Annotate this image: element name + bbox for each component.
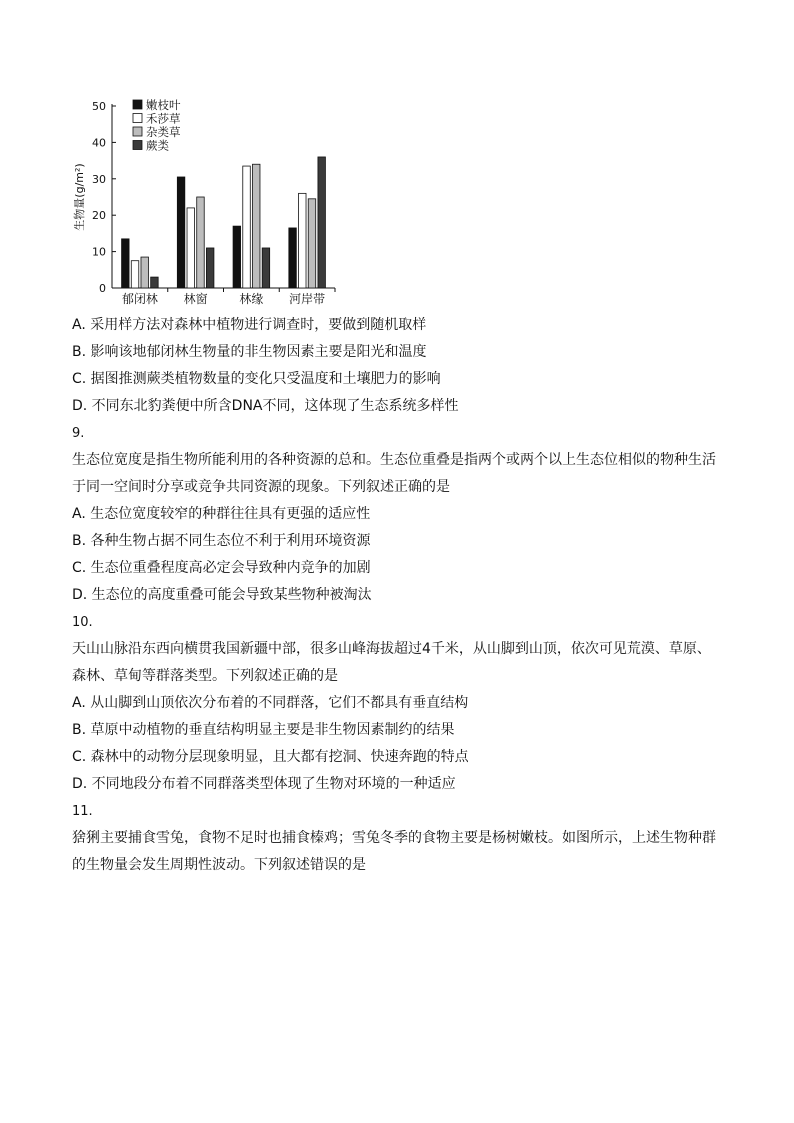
legend-swatch — [133, 127, 142, 136]
question-10 — [72, 609, 728, 798]
question-11 — [72, 798, 728, 879]
question-stem-line: 于同一空间时分享或竞争共同资源的现象。下列叙述正确的是 — [72, 479, 450, 495]
q8-options — [72, 312, 728, 420]
q8-option-c: C. 据图推测蕨类植物数量的变化只受温度和土壤肥力的影响 — [72, 371, 441, 387]
q10-option-b: B. 草原中动植物的垂直结构明显主要是非生物因素制约的结果 — [72, 722, 455, 738]
legend-swatch — [133, 141, 142, 150]
y-tick-label: 0 — [99, 282, 106, 295]
bar-3-3 — [318, 157, 326, 288]
question-stem-line: 天山山脉沿东西向横贯我国新疆中部，很多山峰海拔超过4千米，从山脚到山顶，依次可见荒漠、草原、 — [72, 641, 711, 657]
question-9 — [72, 420, 728, 609]
q8-option-b: B. 影响该地郁闭林生物量的非生物因素主要是阳光和温度 — [72, 344, 427, 360]
legend-swatch — [133, 100, 142, 109]
question-stem-line: 森林、草甸等群落类型。下列叙述正确的是 — [72, 668, 338, 684]
bar-3-0 — [289, 228, 297, 288]
y-tick-label: 10 — [92, 245, 106, 259]
y-axis-label: 生物量(g/m²) — [73, 163, 86, 231]
y-tick-label: 20 — [92, 209, 106, 223]
bar-0-0 — [122, 239, 130, 288]
bar-1-3 — [206, 248, 214, 288]
x-tick-label: 林缘 — [239, 292, 264, 306]
bar-2-3 — [262, 248, 270, 288]
bar-0-2 — [141, 257, 149, 288]
x-tick-label: 郁闭林 — [121, 292, 158, 306]
q10-option-c: C. 森林中的动物分层现象明显，且大都有挖洞、快速奔跑的特点 — [72, 749, 469, 765]
bar-1-0 — [177, 177, 185, 288]
q10-option-d: D. 不同地段分布着不同群落类型体现了生物对环境的一种适应 — [72, 776, 456, 792]
bar-2-0 — [233, 226, 241, 288]
chart-bars — [122, 157, 326, 288]
legend-label: 蕨类 — [146, 138, 169, 153]
question-number: 11. — [72, 804, 93, 819]
legend-label: 嫩枝叶 — [146, 98, 181, 112]
y-tick-label: 30 — [92, 172, 106, 186]
q9-option-c: C. 生态位重叠程度高必定会导致种内竞争的加剧 — [72, 560, 371, 576]
bar-2-2 — [252, 164, 260, 288]
bar-2-1 — [243, 166, 251, 288]
legend-label: 杂类草 — [146, 125, 181, 139]
biomass-bar-chart — [60, 92, 350, 310]
legend-label: 禾莎草 — [146, 111, 181, 126]
question-stem-line: 的生物量会发生周期性波动。下列叙述错误的是 — [72, 857, 366, 873]
bar-1-1 — [187, 208, 195, 288]
q8-option-d: D. 不同东北豹粪便中所含DNA不同，这体现了生态系统多样性 — [72, 398, 459, 414]
question-number: 9. — [72, 426, 85, 441]
question-number: 10. — [72, 615, 93, 630]
bar-0-1 — [131, 261, 139, 288]
chart-legend — [133, 98, 181, 153]
bar-3-1 — [299, 193, 307, 288]
q8-option-a: A. 采用样方法对森林中植物进行调查时，要做到随机取样 — [72, 317, 427, 333]
bar-0-3 — [151, 277, 159, 288]
x-tick-label: 河岸带 — [289, 292, 326, 306]
y-tick-label: 50 — [92, 100, 106, 113]
q9-option-b: B. 各种生物占据不同生态位不利于利用环境资源 — [72, 533, 371, 549]
q9-option-d: D. 生态位的高度重叠可能会导致某些物种被淘汰 — [72, 587, 372, 603]
y-tick-label: 40 — [92, 136, 106, 150]
bar-1-2 — [197, 197, 205, 288]
x-tick-label: 林窗 — [183, 292, 208, 306]
question-stem-line: 生态位宽度是指生物所能利用的各种资源的总和。生态位重叠是指两个或两个以上生态位相似的物种生活 — [72, 452, 716, 468]
q10-option-a: A. 从山脚到山顶依次分布着的不同群落，它们不都具有垂直结构 — [72, 695, 469, 711]
q9-option-a: A. 生态位宽度较窄的种群往往具有更强的适应性 — [72, 506, 371, 522]
bar-3-2 — [308, 199, 316, 288]
question-stem-line: 猞猁主要捕食雪兔，食物不足时也捕食榛鸡；雪兔冬季的食物主要是杨树嫩枝。如图所示，上述生物种群 — [72, 830, 716, 846]
legend-swatch — [133, 114, 142, 123]
question-content — [72, 312, 728, 879]
